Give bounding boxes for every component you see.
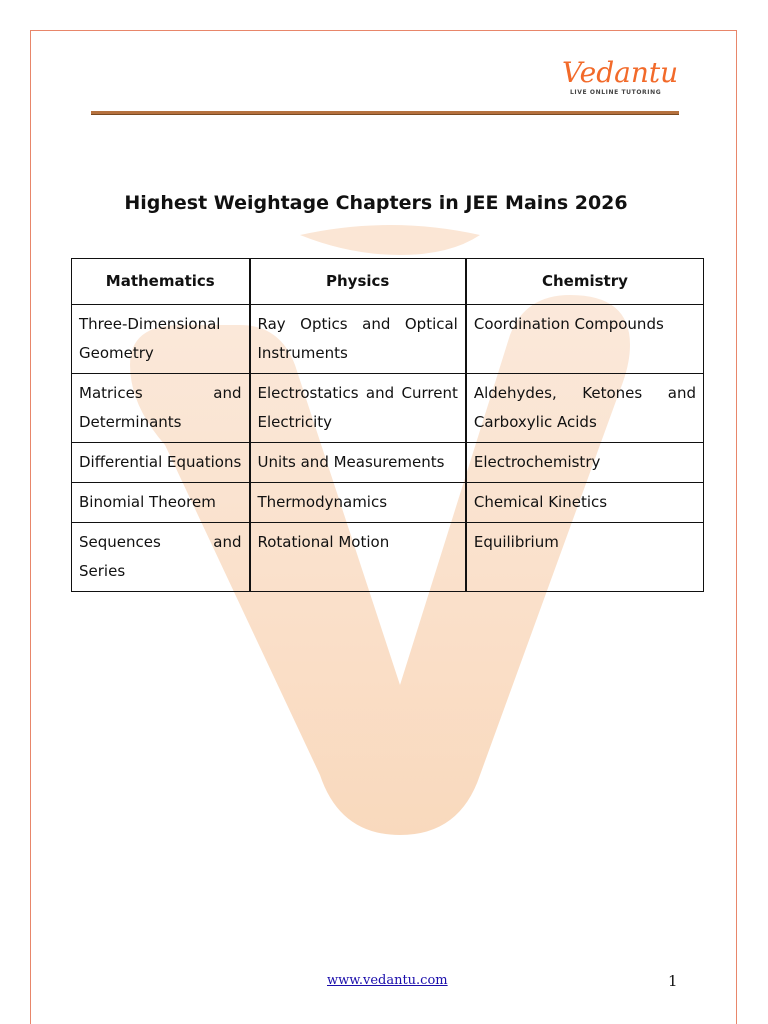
table-row <box>72 374 704 443</box>
column-header-physics: Physics <box>250 259 466 305</box>
document-title: Highest Weightage Chapters in JEE Mains 2026 <box>124 192 628 214</box>
logo-tagline: LIVE ONLINE TUTORING <box>570 89 662 96</box>
table-cell: Ray Optics and Optical Instruments <box>250 305 466 374</box>
table-cell: Aldehydes, Ketones and Carboxylic Acids <box>466 374 704 443</box>
vedantu-logo <box>560 52 680 100</box>
table-row <box>72 483 704 523</box>
table-row <box>72 443 704 483</box>
page-number: 1 <box>668 972 678 990</box>
header-divider <box>91 111 679 115</box>
chapters-table <box>71 258 704 592</box>
table-row <box>72 305 704 374</box>
table-cell: Electrochemistry <box>466 443 704 483</box>
website-link[interactable]: www.vedantu.com <box>327 973 448 988</box>
table-cell: Units and Measurements <box>250 443 466 483</box>
column-header-mathematics: Mathematics <box>72 259 250 305</box>
table-row <box>72 523 704 592</box>
table-cell: Chemical Kinetics <box>466 483 704 523</box>
table-header-row <box>72 259 704 305</box>
logo-wordmark: Vedantu <box>562 56 679 89</box>
table-cell: Binomial Theorem <box>72 483 250 523</box>
table-cell: Differential Equations <box>72 443 250 483</box>
table-cell: Three-Dimensional Geometry <box>72 305 250 374</box>
column-header-chemistry: Chemistry <box>466 259 704 305</box>
table-cell: Thermodynamics <box>250 483 466 523</box>
table-cell: Matrices and Determinants <box>72 374 250 443</box>
table-cell: Electrostatics and Current Electricity <box>250 374 466 443</box>
table-cell: Coordination Compounds <box>466 305 704 374</box>
table-cell: Equilibrium <box>466 523 704 592</box>
table-cell: Sequences and Series <box>72 523 250 592</box>
table-cell: Rotational Motion <box>250 523 466 592</box>
